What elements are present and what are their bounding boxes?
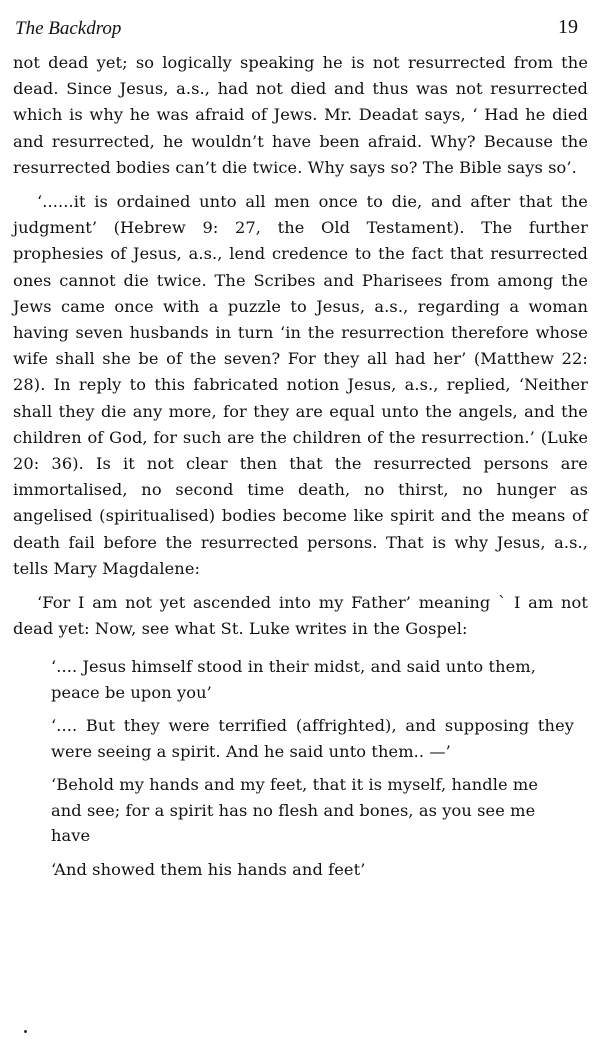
block-quote: ‘.... But they were terrified (affrighted), and supposing they were seeing a spirit. And he said unto them.. —’ — [51, 716, 574, 761]
block-quote: ‘Behold my hands and my feet, that it is myself, handle me and see; for a spirit has no flesh and bones, as you see me have — [51, 775, 539, 846]
paragraph: ‘......it is ordained unto all men once to die, and after that the judgment’ (Hebrew 9: 27, the Old Testament). The further prophesies of Jesus, a.s., lend credence to the fact that resurrected ones cannot die twice. The Scribes and Pharisees from among the Jews came once with a puzzle to Jesus, a.s., regarding a woman having seven husbands in turn ‘in the resurrection therefore whose wife shall she be of the seven? For they all had her’ (Matthew 22: 28). In reply to this fabricated notion Jesus, a.s., replied, ‘Neither shall they die any more, for they are equal unto the angels, and the children of God, for such are the children of the resurrection.’ (Luke 20: 36). Is it not clear then that the resurrected persons are immortalised, no second time death, no thirst, no hunger as angelised (spiritualised) bodies become like spirit and the means of death fail before the resurrected persons. That is why Jesus, a.s., tells Mary Magdalene: — [13, 192, 588, 578]
running-head: The Backdrop — [15, 18, 122, 39]
block-quote: ‘.... Jesus himself stood in their midst, and said unto them, peace be upon you’ — [51, 657, 536, 702]
page-number: 19 — [558, 16, 578, 38]
block-quote: ‘And showed them his hands and feet’ — [51, 859, 366, 879]
page-header — [13, 16, 588, 50]
paragraph: not dead yet; so logically speaking he is not resurrected from the dead. Since Jesus, a.s., had not died and thus was not resurrected which is why he was afraid of Jews. Mr. Deadat says, ‘ Had he died and resurrected, he wouldn’t have been afraid. Why? Because the resurrected bodies can’t die twice. Why says so? The Bible says so’. — [13, 53, 588, 177]
body-text — [13, 50, 588, 882]
paragraph: ‘For I am not yet ascended into my Father’ meaning ` I am not dead yet: Now, see what St. Luke writes in the Gospel: — [13, 593, 588, 639]
stray-mark — [24, 1030, 27, 1033]
